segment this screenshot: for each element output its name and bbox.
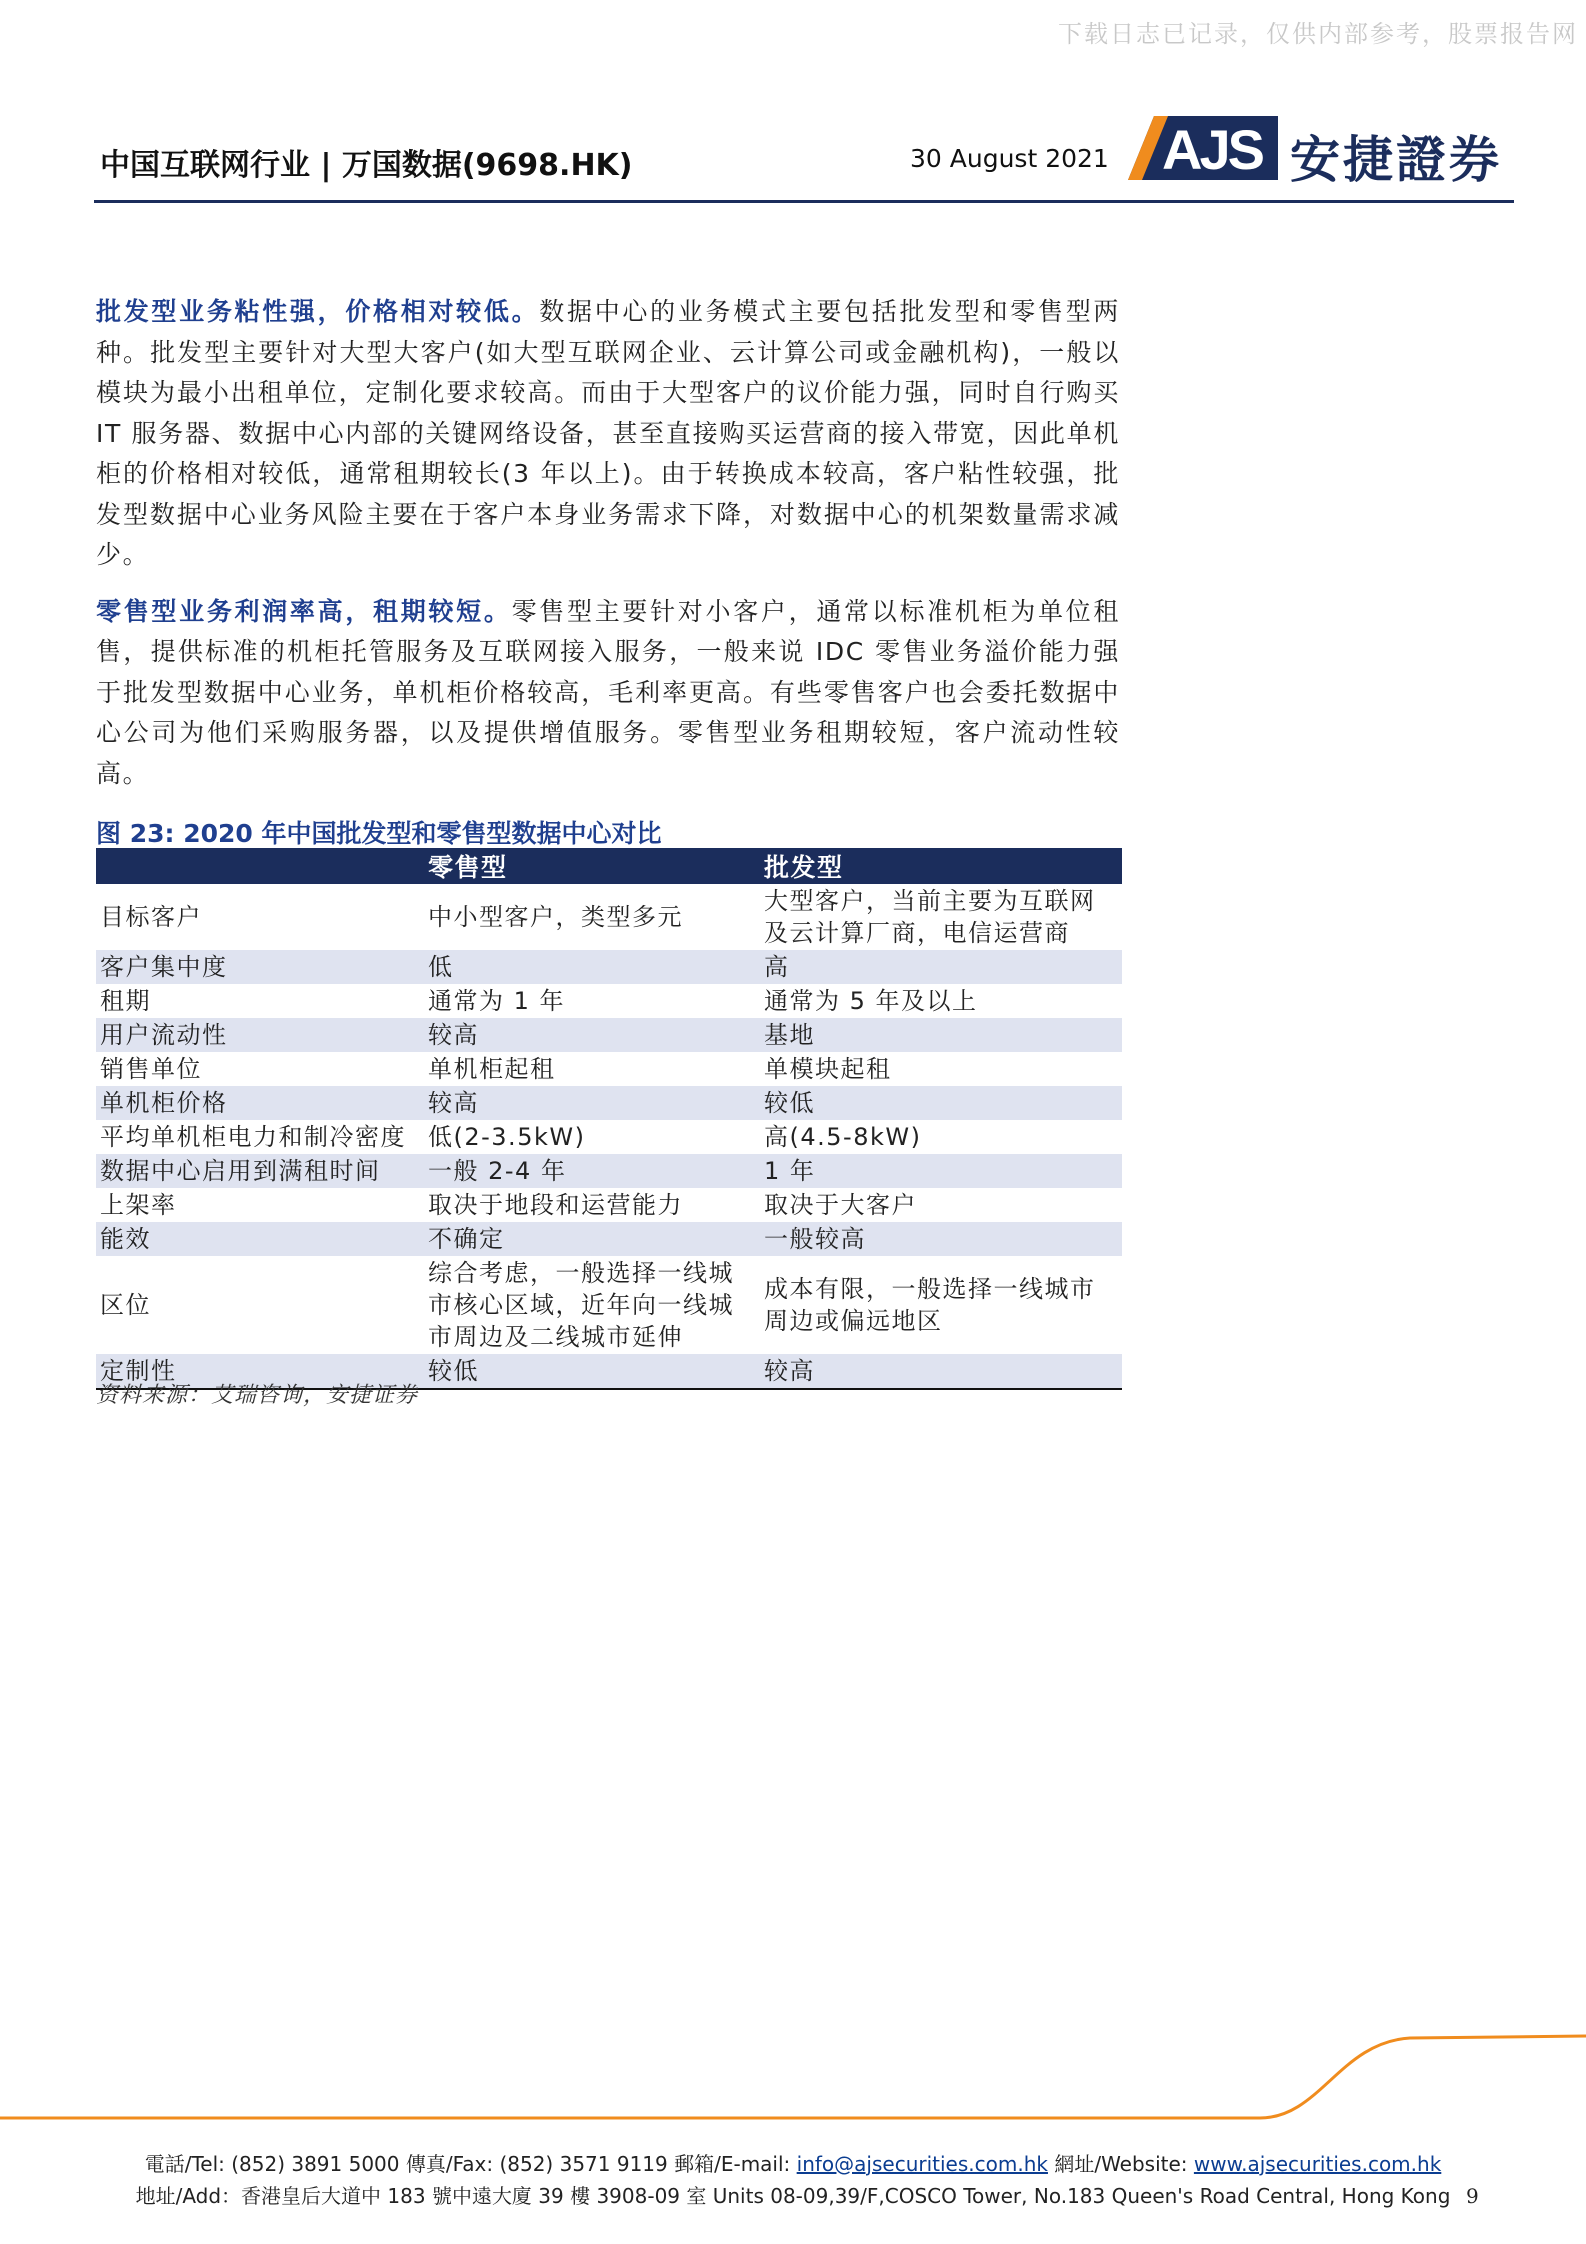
footer-address: 地址/Add：香港皇后大道中 183 號中遠大廈 39 樓 3908-09 室 Units 08-09,39/F,COSCO Tower, No.183 Queen's Road Central, Hong Kong — [135, 2184, 1451, 2208]
table-cell: 能效 — [96, 1222, 424, 1256]
table-cell: 平均单机柜电力和制冷密度 — [100, 1123, 406, 1151]
table-row — [96, 1188, 1122, 1222]
ajs-logo-mark — [1128, 116, 1278, 180]
company-logo — [1128, 116, 1508, 189]
table-cell: 较高 — [424, 1018, 760, 1052]
table-row — [96, 984, 1122, 1018]
table-cell: 一般 2-4 年 — [424, 1154, 760, 1188]
table-cell: 低 — [424, 950, 760, 984]
table-cell: 高(4.5-8kW) — [764, 1123, 922, 1151]
table-cell: 基地 — [760, 1018, 1122, 1052]
paragraph-text: 数据中心的业务模式主要包括批发型和零售型两种。批发型主要针对大型大客户(如大型互联网企业、云计算公司或金融机构)，一般以模块为最小出租单位，定制化要求较高。而由于大型客户的议价能力强，同时自行购买 IT 服务器、数据中心内部的关键网络设备，甚至直接购买运营商的接入带宽，因此单机柜的价格相对较低，通常租期较长(3 年以上)。由于转换成本较高，客户粘性较强，批发型数据中心业务风险主要在于客户本身业务需求下降，对数据中心的机架数量需求减少。 — [96, 297, 1120, 569]
table-cell: 销售单位 — [100, 1055, 202, 1083]
table-cell: 不确定 — [424, 1222, 760, 1256]
comparison-table — [96, 848, 1122, 1390]
table-cell: 区位 — [100, 1291, 151, 1319]
table-cell: 大型客户，当前主要为互联网及云计算厂商，电信运营商 — [764, 887, 1096, 947]
table-cell: 中小型客户，类型多元 — [428, 903, 683, 931]
figure-source: 资料来源：艾瑞咨询，安捷证券 — [96, 1383, 419, 1408]
table-cell: 租期 — [100, 987, 151, 1015]
table-row — [96, 1154, 1122, 1188]
table-cell: 较低 — [424, 1354, 760, 1389]
table-cell: 低(2-3.5kW) — [428, 1123, 586, 1151]
table-cell: 通常为 5 年及以上 — [764, 987, 978, 1015]
table-row — [96, 1120, 1122, 1154]
paragraph-text: 零售型主要针对小客户，通常以标准机柜为单位租售，提供标准的机柜托管服务及互联网接入服务，一般来说 IDC 零售业务溢价能力强于批发型数据中心业务，单机柜价格较高，毛利率更高。有些零售客户也会委托数据中心公司为他们采购服务器，以及提供增值服务。零售型业务租期较短，客户流动性较高。 — [96, 596, 1120, 788]
table-cell: 单模块起租 — [764, 1055, 892, 1083]
paragraph-lead: 零售型业务利润率高，租期较短。 — [96, 596, 512, 626]
email-link[interactable]: info@ajsecurities.com.hk — [796, 2152, 1048, 2176]
report-date: 30 August 2021 — [910, 144, 1109, 173]
table-row — [96, 1086, 1122, 1120]
table-cell: 较低 — [760, 1086, 1122, 1120]
table-row — [96, 950, 1122, 984]
table-header-cell — [96, 848, 424, 884]
report-title: 中国互联网行业 | 万国数据(9698.HK) — [100, 148, 633, 183]
figure-title: 图 23: 2020 年中国批发型和零售型数据中心对比 — [96, 819, 662, 848]
table-cell: 高 — [760, 950, 1122, 984]
table-row — [96, 1052, 1122, 1086]
table-row — [96, 1256, 1122, 1354]
table-cell: 一般较高 — [760, 1222, 1122, 1256]
footer-contact-prefix: 電話/Tel: (852) 3891 5000 傳真/Fax: (852) 3571 9119 郵箱/E-mail: — [144, 2152, 797, 2176]
footer-website-prefix: 網址/Website: — [1047, 2152, 1194, 2176]
footer-decorative-curve — [0, 2030, 1586, 2120]
website-link[interactable]: www.ajsecurities.com.hk — [1193, 2152, 1442, 2176]
table-row — [96, 1018, 1122, 1052]
table-cell: 单机柜起租 — [428, 1055, 556, 1083]
table-header-cell: 零售型 — [424, 848, 760, 884]
table-row — [96, 1222, 1122, 1256]
footer-contact — [0, 2148, 1586, 2177]
watermark-text: 下载日志已记录，仅供内部参考，股票报告网 — [1058, 20, 1578, 48]
paragraph-wholesale — [96, 292, 1120, 576]
table-cell: 较高 — [424, 1086, 760, 1120]
table-cell: 取决于地段和运营能力 — [428, 1191, 683, 1219]
table-cell: 单机柜价格 — [96, 1086, 424, 1120]
paragraph-lead: 批发型业务粘性强，价格相对较低。 — [96, 297, 540, 326]
logo-mark-text: AJS — [1162, 118, 1262, 180]
table-cell: 目标客户 — [100, 903, 202, 931]
table-row — [96, 884, 1122, 950]
report-body — [96, 292, 1120, 810]
table-cell: 通常为 1 年 — [428, 987, 566, 1015]
table-cell: 定制性 — [96, 1354, 424, 1389]
header-divider — [94, 200, 1514, 203]
table-cell: 较高 — [760, 1354, 1122, 1389]
table-cell: 成本有限，一般选择一线城市周边或偏远地区 — [764, 1275, 1096, 1335]
table-cell: 上架率 — [100, 1191, 177, 1219]
table-header-cell: 批发型 — [760, 848, 1122, 884]
table-cell: 综合考虑，一般选择一线城市核心区域，近年向一线城市周边及二线城市延伸 — [428, 1259, 734, 1351]
table-cell: 1 年 — [760, 1154, 1122, 1188]
table-cell: 用户流动性 — [96, 1018, 424, 1052]
paragraph-retail — [96, 592, 1120, 795]
table-header-row — [96, 848, 1122, 884]
table-cell: 取决于大客户 — [764, 1191, 917, 1219]
table-cell: 数据中心启用到满租时间 — [96, 1154, 424, 1188]
table-cell: 客户集中度 — [96, 950, 424, 984]
logo-text: 安捷證券 — [1290, 131, 1502, 189]
page-number: 9 — [1466, 2184, 1479, 2208]
